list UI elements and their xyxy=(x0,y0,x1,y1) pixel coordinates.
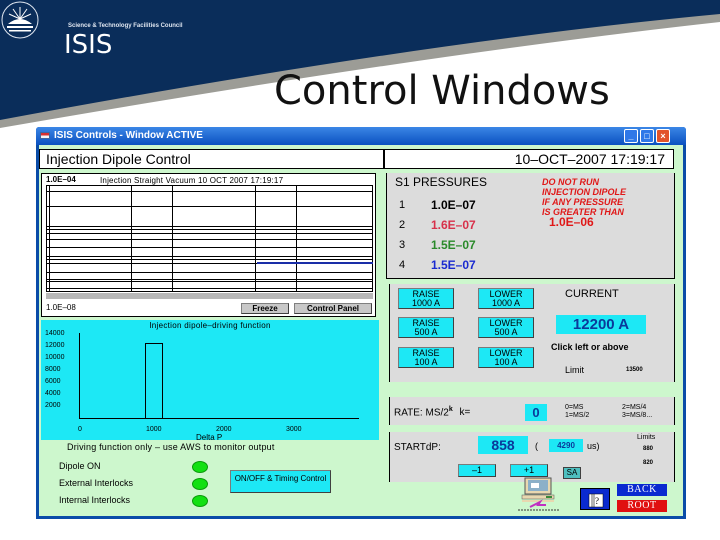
current-limit-label: Limit xyxy=(565,365,585,375)
lower-1000-button[interactable]: LOWER 1000 A xyxy=(478,288,534,309)
limit-high: 880 xyxy=(643,446,654,452)
y-tick: 2000 xyxy=(45,402,61,409)
pressure-index: 1 xyxy=(399,199,406,211)
x-tick: 2000 xyxy=(216,426,232,433)
pressures-title: S1 PRESSURES xyxy=(395,175,488,189)
vacuum-plot xyxy=(41,173,376,317)
window-titlebar[interactable] xyxy=(36,127,686,145)
y-tick: 10000 xyxy=(45,354,65,361)
vacuum-plot-scrollbar[interactable] xyxy=(46,293,373,299)
minimize-button[interactable]: _ xyxy=(624,129,638,143)
isis-controls-window xyxy=(36,127,686,519)
pressure-value-3: 1.5E–07 xyxy=(431,238,476,252)
window-client-area xyxy=(39,145,683,516)
on-off-timing-control-button[interactable]: ON/OFF & Timing Control xyxy=(230,470,331,493)
y-tick: 14000 xyxy=(45,330,65,337)
panel-title: Injection Dipole Control xyxy=(39,149,384,169)
rate-label: RATE: MS/2$^k$ k= xyxy=(394,406,471,419)
rate-panel xyxy=(389,397,675,425)
current-label: CURRENT xyxy=(565,288,619,300)
control-panel-button[interactable]: Control Panel xyxy=(294,303,372,314)
back-button[interactable]: BACK xyxy=(617,484,667,496)
current-panel xyxy=(389,284,675,382)
dipole-on-led-icon xyxy=(192,461,208,473)
x-axis-label: Delta P xyxy=(196,433,223,442)
pressure-value-4: 1.5E–07 xyxy=(431,258,476,272)
current-hint: Click left or above xyxy=(551,342,629,352)
pressure-value-2: 1.6E–07 xyxy=(431,218,476,232)
stfc-logo-icon xyxy=(0,0,40,40)
vacuum-plot-grid xyxy=(46,185,373,292)
driving-function-chart xyxy=(41,320,379,440)
limits-label: Limits xyxy=(637,434,656,441)
current-limit-value: 13500 xyxy=(626,367,643,373)
start-plus-button[interactable]: +1 xyxy=(510,464,548,477)
slide-title: Control Windows xyxy=(274,68,610,114)
pressure-index: 3 xyxy=(399,239,406,251)
status-dipole-on: Dipole ON xyxy=(59,461,101,471)
pressure-value-1: 1.0E–07 xyxy=(431,198,476,212)
limit-low: 820 xyxy=(643,460,654,466)
external-interlocks-led-icon xyxy=(192,478,208,490)
pressure-index: 2 xyxy=(399,219,406,231)
start-us-value: 4290 xyxy=(549,439,583,452)
raise-100-button[interactable]: RAISE 100 A xyxy=(398,347,454,368)
root-button[interactable]: ROOT xyxy=(617,500,667,512)
x-tick: 0 xyxy=(78,426,82,433)
us-suffix: us) xyxy=(587,441,600,451)
start-dp-label: STARTdP: xyxy=(394,442,441,453)
help-book-icon[interactable] xyxy=(580,488,610,510)
rate-legend-left: 0=MS 1=MS/2 xyxy=(565,404,590,419)
maximize-button[interactable]: □ xyxy=(640,129,654,143)
start-dp-value[interactable]: 858 xyxy=(478,436,528,454)
internal-interlocks-led-icon xyxy=(192,495,208,507)
vacuum-y-min: 1.0E–08 xyxy=(46,303,76,312)
close-button[interactable]: × xyxy=(656,129,670,143)
vacuum-trace xyxy=(257,262,373,264)
y-tick: 8000 xyxy=(45,366,61,373)
computer-icon[interactable] xyxy=(516,477,562,511)
s1-pressures-panel xyxy=(386,173,675,279)
pressure-index: 4 xyxy=(399,259,406,271)
y-tick: 6000 xyxy=(45,378,61,385)
window-title: ISIS Controls - Window ACTIVE xyxy=(54,130,203,141)
status-external-interlocks: External Interlocks xyxy=(59,478,134,488)
lower-500-button[interactable]: LOWER 500 A xyxy=(478,317,534,338)
pressure-warning: DO NOT RUN INJECTION DIPOLE IF ANY PRESSURE IS GREATER THAN xyxy=(542,177,627,217)
logo-text: ISIS xyxy=(64,30,113,60)
status-internal-interlocks: Internal Interlocks xyxy=(59,495,131,505)
open-paren: ( xyxy=(535,441,538,451)
rate-k-value[interactable]: 0 xyxy=(525,404,547,421)
driving-function-bar xyxy=(145,343,163,418)
organization-name: Science & Technology Facilities Council xyxy=(68,23,183,29)
current-value[interactable]: 12200 A xyxy=(556,315,646,334)
slide-header xyxy=(0,0,720,135)
y-axis xyxy=(79,333,80,419)
lower-100-button[interactable]: LOWER 100 A xyxy=(478,347,534,368)
app-icon xyxy=(40,132,50,139)
svg-text:?: ? xyxy=(595,496,599,506)
x-tick: 1000 xyxy=(146,426,162,433)
rate-legend-right: 2=MS/4 3=MS/8... xyxy=(622,404,653,419)
y-tick: 4000 xyxy=(45,390,61,397)
sa-button[interactable]: SA xyxy=(563,467,581,479)
freeze-button[interactable]: Freeze xyxy=(241,303,289,314)
pressure-threshold: 1.0E–06 xyxy=(549,215,594,229)
raise-500-button[interactable]: RAISE 500 A xyxy=(398,317,454,338)
start-dp-panel xyxy=(389,432,675,482)
start-minus-button[interactable]: –1 xyxy=(458,464,496,477)
chart-title: Injection dipole–driving function xyxy=(149,321,271,330)
driving-function-note: Driving function only – use AWS to monitor output xyxy=(67,442,275,452)
vacuum-plot-title: Injection Straight Vacuum 10 OCT 2007 17:19:17 xyxy=(100,176,284,185)
x-axis xyxy=(79,418,359,419)
x-tick: 3000 xyxy=(286,426,302,433)
header-datetime: 10–OCT–2007 17:19:17 xyxy=(384,149,674,169)
vacuum-y-max: 1.0E–04 xyxy=(46,175,76,184)
raise-1000-button[interactable]: RAISE 1000 A xyxy=(398,288,454,309)
y-tick: 12000 xyxy=(45,342,65,349)
